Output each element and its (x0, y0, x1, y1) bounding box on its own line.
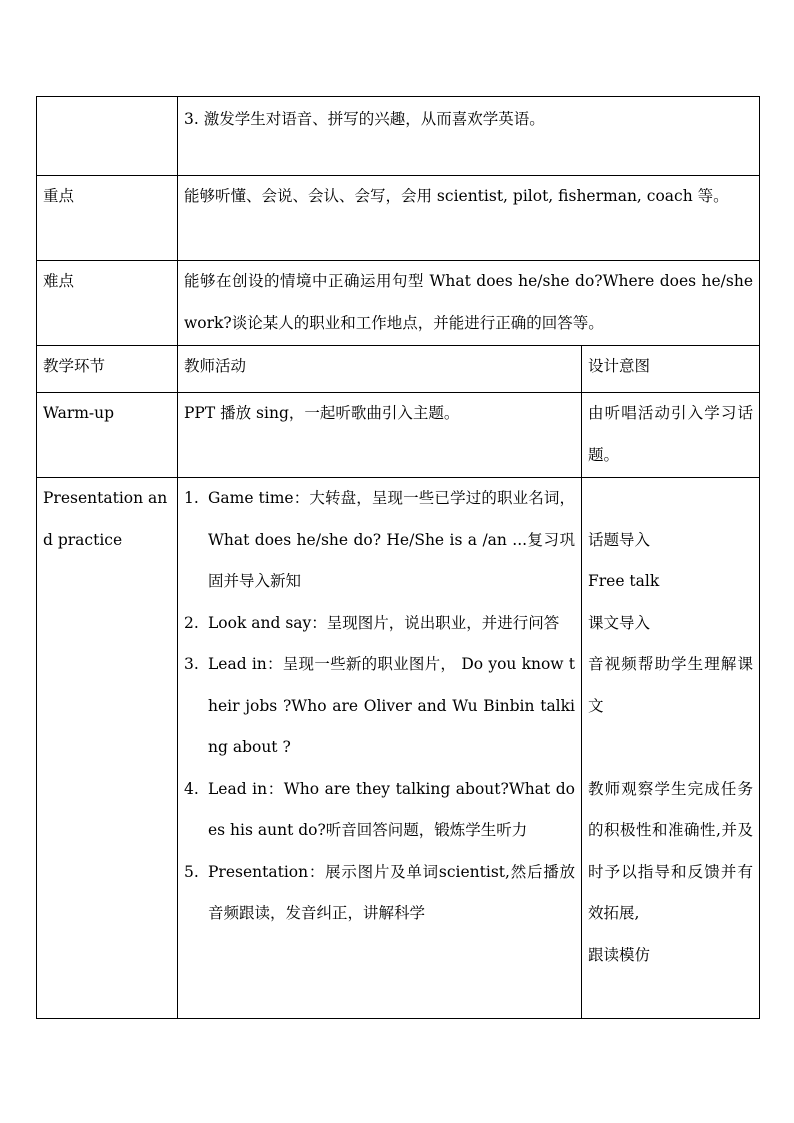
presentation-steps (184, 478, 575, 935)
step-text: Presentation：展示图片及单词scientist,然后播放音频跟读，发音纠正，讲解科学 (208, 862, 575, 922)
difficult-points-label: 难点 (37, 261, 178, 346)
intent-list (588, 478, 753, 976)
key-points-label: 重点 (37, 176, 178, 261)
step-number: 5. (184, 862, 199, 881)
intent-text-intro: 课文导入 (588, 613, 651, 632)
step-text: Lead in：Who are they talking about?What does his aunt do?听音回答问题，锻炼学生听力 (208, 779, 575, 839)
warmup-intent: 由听唱活动引入学习话题。 (582, 393, 760, 478)
header-activity: 教师活动 (178, 346, 582, 393)
intent-topic-intro: 话题导入 (588, 530, 651, 549)
step-text: Lead in：呈现一些新的职业图片， Do you know their jobs ?Who are Oliver and Wu Binbin talking about ? (208, 655, 575, 756)
intent-spacer (588, 727, 753, 769)
intent-imitate: 跟读模仿 (588, 945, 651, 964)
key-points-row (37, 176, 760, 261)
difficult-points-text: 能够在创设的情境中正确运用句型 What does he/she do?Where does he/she work?谈论某人的职业和工作地点，并能进行正确的回答等。 (178, 261, 760, 346)
objective-row (37, 97, 760, 176)
step-item (184, 603, 575, 645)
warmup-activity: PPT 播放 sing，一起听歌曲引入主题。 (178, 393, 582, 478)
warmup-stage: Warm-up (37, 393, 178, 478)
warmup-row (37, 393, 760, 478)
step-item (184, 769, 575, 852)
header-intent: 设计意图 (582, 346, 760, 393)
step-number: 1. (184, 489, 199, 507)
lesson-plan-table (36, 96, 760, 1019)
objective-text: 3. 激发学生对语音、拼写的兴趣，从而喜欢学英语。 (178, 97, 760, 176)
intent-observe: 教师观察学生完成任务的积极性和准确性,并及时予以指导和反馈并有效拓展, (588, 779, 753, 922)
step-item (184, 852, 575, 935)
header-row (37, 346, 760, 393)
step-item (184, 478, 575, 603)
intent-spacer (588, 478, 753, 520)
difficult-points-row (37, 261, 760, 346)
step-number: 2. (184, 613, 199, 632)
step-number: 3. (184, 655, 199, 673)
presentation-stage: Presentation and practice (37, 478, 178, 1019)
header-stage: 教学环节 (37, 346, 178, 393)
step-text: Game time：大转盘，呈现一些已学过的职业名词，What does he/she do? He/She is a /an ...复习巩固并导入新知 (208, 489, 575, 590)
step-text: Look and say：呈现图片，说出职业，并进行问答 (208, 613, 560, 632)
presentation-intent (582, 478, 760, 1019)
step-item (184, 644, 575, 769)
presentation-row (37, 478, 760, 1019)
intent-free-talk: Free talk (588, 572, 660, 590)
key-points-text: 能够听懂、会说、会认、会写，会用 scientist, pilot, fisherman, coach 等。 (178, 176, 760, 261)
presentation-activity (178, 478, 582, 1019)
objective-stage-cell (37, 97, 178, 176)
intent-av-help: 音视频帮助学生理解课文 (588, 655, 753, 715)
step-number: 4. (184, 779, 199, 798)
